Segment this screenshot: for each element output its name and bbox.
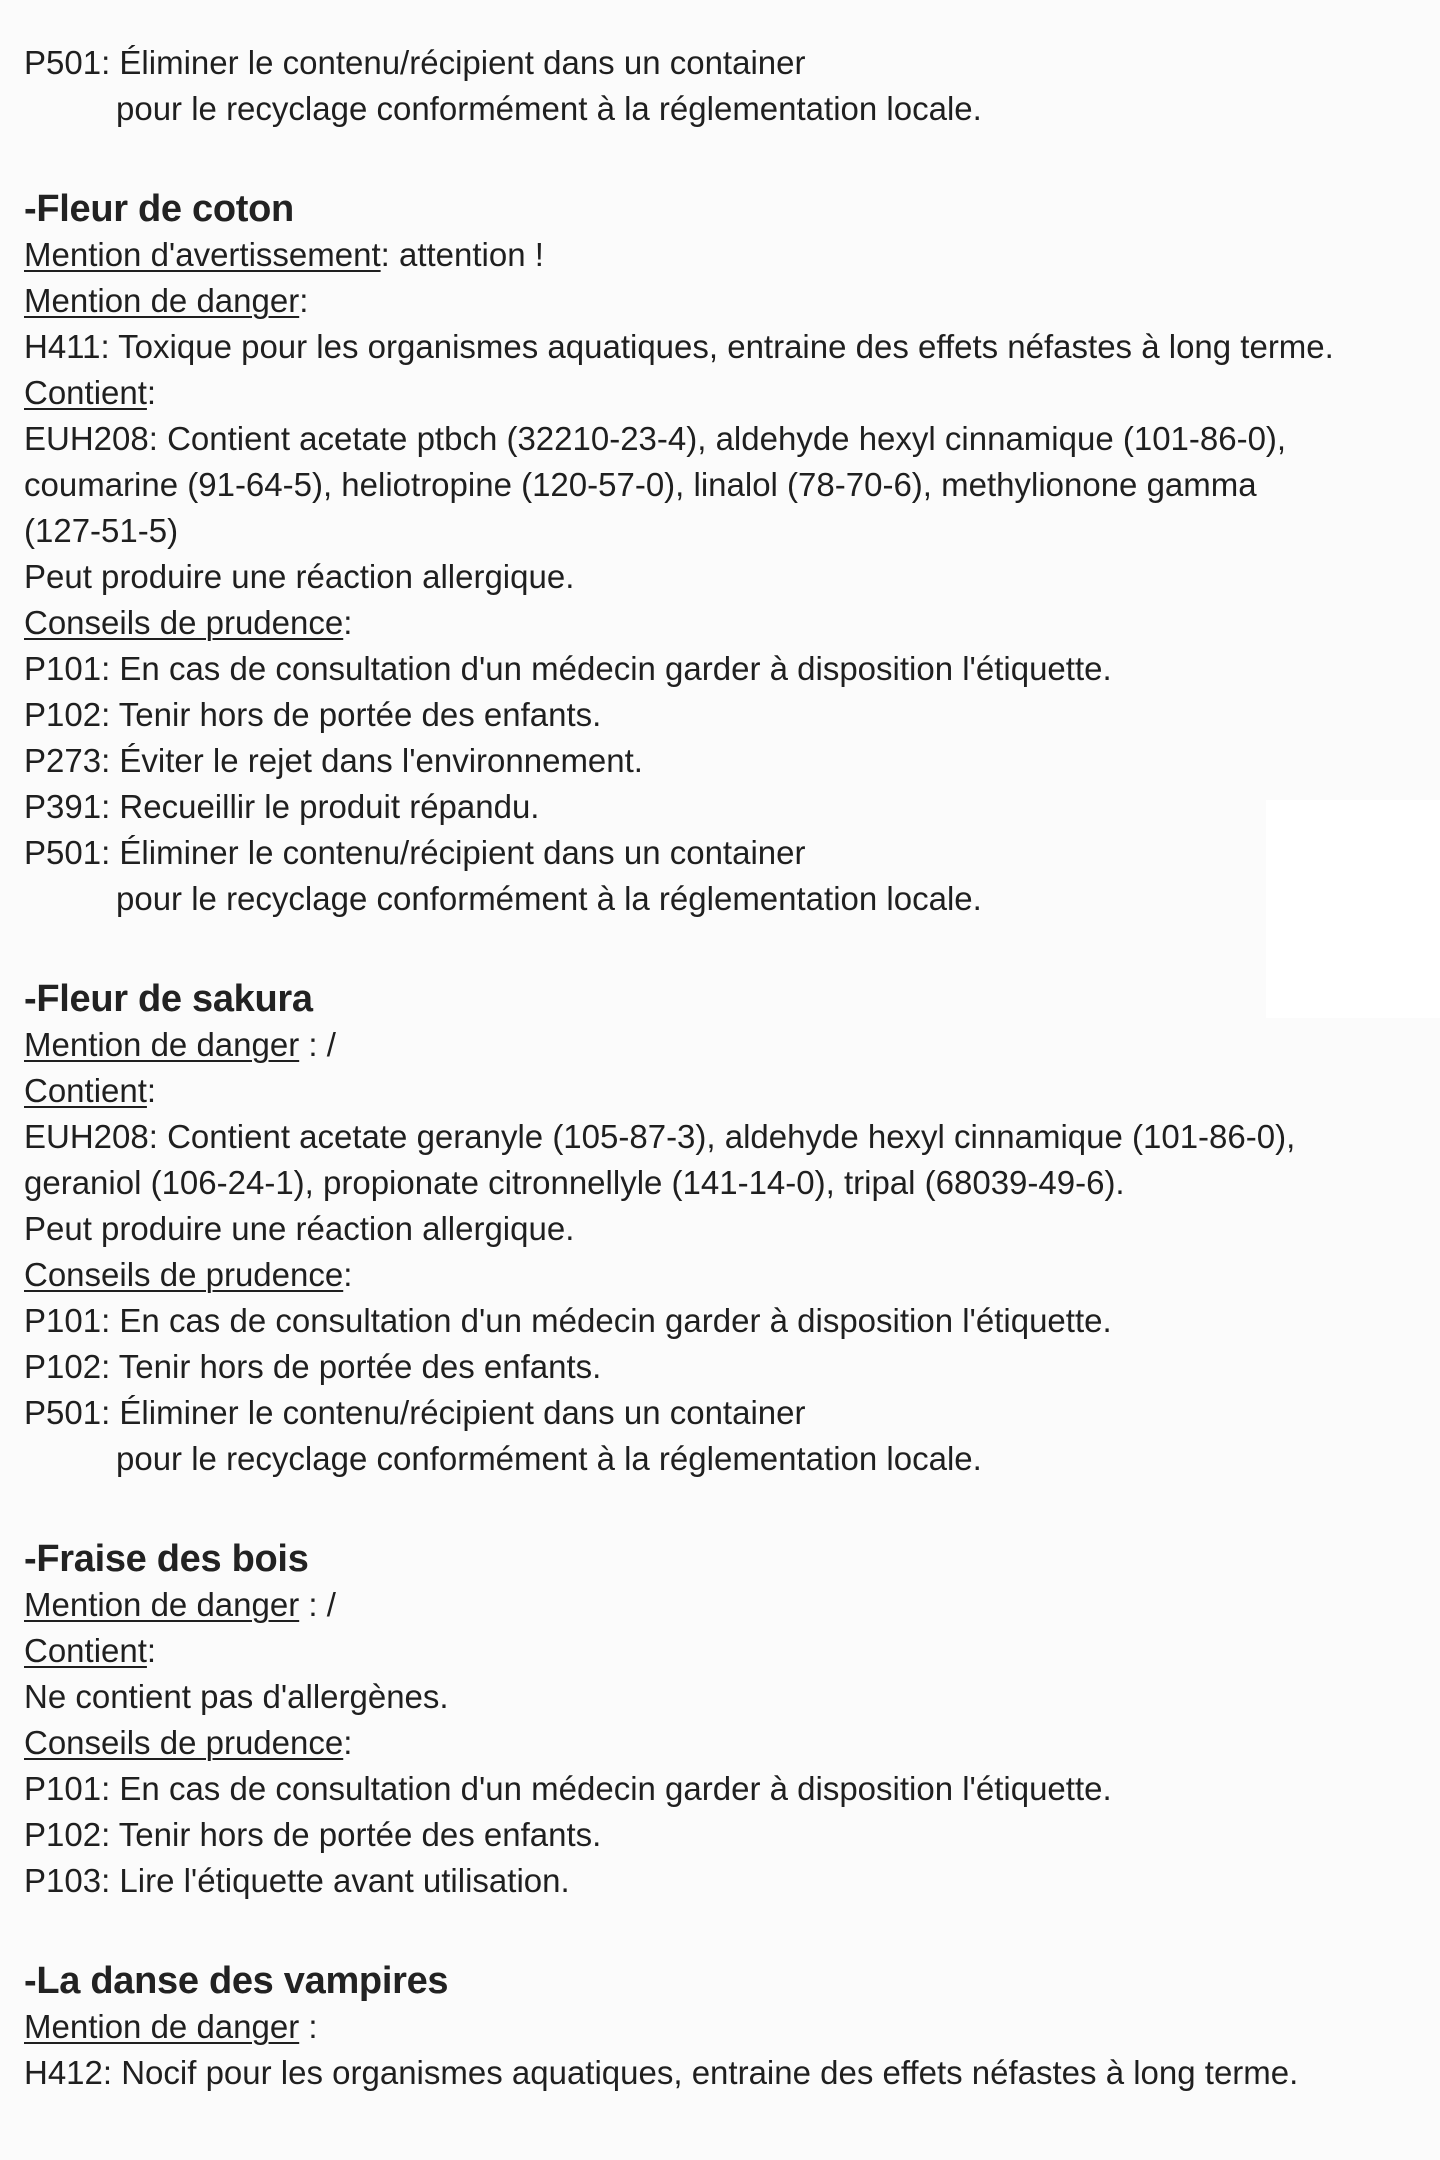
conseils-suffix: :: [343, 1256, 353, 1293]
contient-label: Contient: [24, 374, 147, 411]
conseils-label: Conseils de prudence: [24, 604, 344, 641]
section-fleur-de-sakura: [24, 968, 1424, 1482]
contient-label: Contient: [24, 1632, 147, 1669]
conseil-line: P273: Éviter le rejet dans l'environnement.: [24, 742, 643, 779]
danger-suffix: : /: [299, 1586, 336, 1623]
conseil-line: P102: Tenir hors de portée des enfants.: [24, 1816, 602, 1853]
contient-line: coumarine (91-64-5), heliotropine (120-57-0), linalol (78-70-6), methylionone gamma: [24, 466, 1257, 503]
conseils-suffix: :: [343, 1724, 353, 1761]
conseil-line: P501: Éliminer le contenu/récipient dans un container: [24, 834, 806, 871]
contient-line: EUH208: Contient acetate geranyle (105-87-3), aldehyde hexyl cinnamique (101-86-0),: [24, 1118, 1296, 1155]
conseil-line: P391: Recueillir le produit répandu.: [24, 788, 540, 825]
danger-suffix: :: [299, 282, 309, 319]
danger-label: Mention de danger: [24, 2008, 300, 2045]
contient-line: geraniol (106-24-1), propionate citronnellyle (141-14-0), tripal (68039-49-6).: [24, 1164, 1125, 1201]
danger-label: Mention de danger: [24, 1026, 300, 1063]
contient-row: [24, 1628, 1424, 1674]
danger-label: Mention de danger: [24, 1586, 300, 1623]
section-fraise-des-bois: [24, 1528, 1424, 1904]
conseil-line: P103: Lire l'étiquette avant utilisation.: [24, 1862, 570, 1899]
danger-row: [24, 1022, 1424, 1068]
section-title: -La danse des vampires: [24, 1960, 449, 2002]
conseil-line: P102: Tenir hors de portée des enfants.: [24, 1348, 602, 1385]
contient-row: [24, 370, 1424, 416]
contient-label: Contient: [24, 1072, 147, 1109]
contient-suffix: :: [146, 1072, 157, 1109]
avertissement-value: : attention !: [380, 236, 544, 273]
contient-suffix: :: [146, 1632, 157, 1669]
conseil-line-indent: pour le recyclage conformément à la réglementation locale.: [116, 880, 982, 917]
conseil-line: P501: Éliminer le contenu/récipient dans un container: [24, 1394, 806, 1431]
danger-line: H411: Toxique pour les organismes aquatiques, entraine des effets néfastes à long terme.: [24, 328, 1334, 365]
conseils-label: Conseils de prudence: [24, 1256, 344, 1293]
conseils-row: [24, 1252, 1424, 1298]
section-la-danse-des-vampires: [24, 1950, 1424, 2096]
contient-line: Peut produire une réaction allergique.: [24, 1210, 575, 1247]
danger-row: [24, 2004, 1424, 2050]
conseils-row: [24, 1720, 1424, 1766]
danger-row: [24, 1582, 1424, 1628]
section-title: -Fleur de sakura: [24, 978, 313, 1020]
contient-line: Ne contient pas d'allergènes.: [24, 1678, 449, 1715]
section-title: -Fleur de coton: [24, 188, 294, 230]
avertissement-row: [24, 232, 1424, 278]
danger-line: H412: Nocif pour les organismes aquatiques, entraine des effets néfastes à long terme.: [24, 2054, 1299, 2091]
document-body: [24, 40, 1424, 2096]
section-fleur-de-coton: [24, 178, 1424, 922]
contient-row: [24, 1068, 1424, 1114]
conseil-line-indent: pour le recyclage conformément à la réglementation locale.: [116, 1440, 982, 1477]
section-title: -Fraise des bois: [24, 1538, 309, 1580]
conseil-line: P102: Tenir hors de portée des enfants.: [24, 696, 602, 733]
conseils-row: [24, 600, 1424, 646]
contient-line: Peut produire une réaction allergique.: [24, 558, 575, 595]
contient-line: EUH208: Contient acetate ptbch (32210-23-4), aldehyde hexyl cinnamique (101-86-0),: [24, 420, 1287, 457]
avertissement-label: Mention d'avertissement: [24, 236, 381, 273]
intro-line: P501: Éliminer le contenu/récipient dans un container: [24, 44, 806, 81]
danger-suffix: : /: [299, 1026, 336, 1063]
contient-suffix: :: [146, 374, 157, 411]
conseil-line: P101: En cas de consultation d'un médecin garder à disposition l'étiquette.: [24, 1302, 1112, 1339]
conseils-label: Conseils de prudence: [24, 1724, 344, 1761]
conseil-line: P101: En cas de consultation d'un médecin garder à disposition l'étiquette.: [24, 650, 1112, 687]
danger-label: Mention de danger: [24, 282, 300, 319]
conseils-suffix: :: [343, 604, 353, 641]
danger-suffix: :: [299, 2008, 318, 2045]
conseil-line: P101: En cas de consultation d'un médecin garder à disposition l'étiquette.: [24, 1770, 1112, 1807]
contient-line: (127-51-5): [24, 512, 179, 549]
intro-line-indent: pour le recyclage conformément à la réglementation locale.: [116, 90, 982, 127]
intro-block: [24, 40, 1424, 132]
danger-row: [24, 278, 1424, 324]
